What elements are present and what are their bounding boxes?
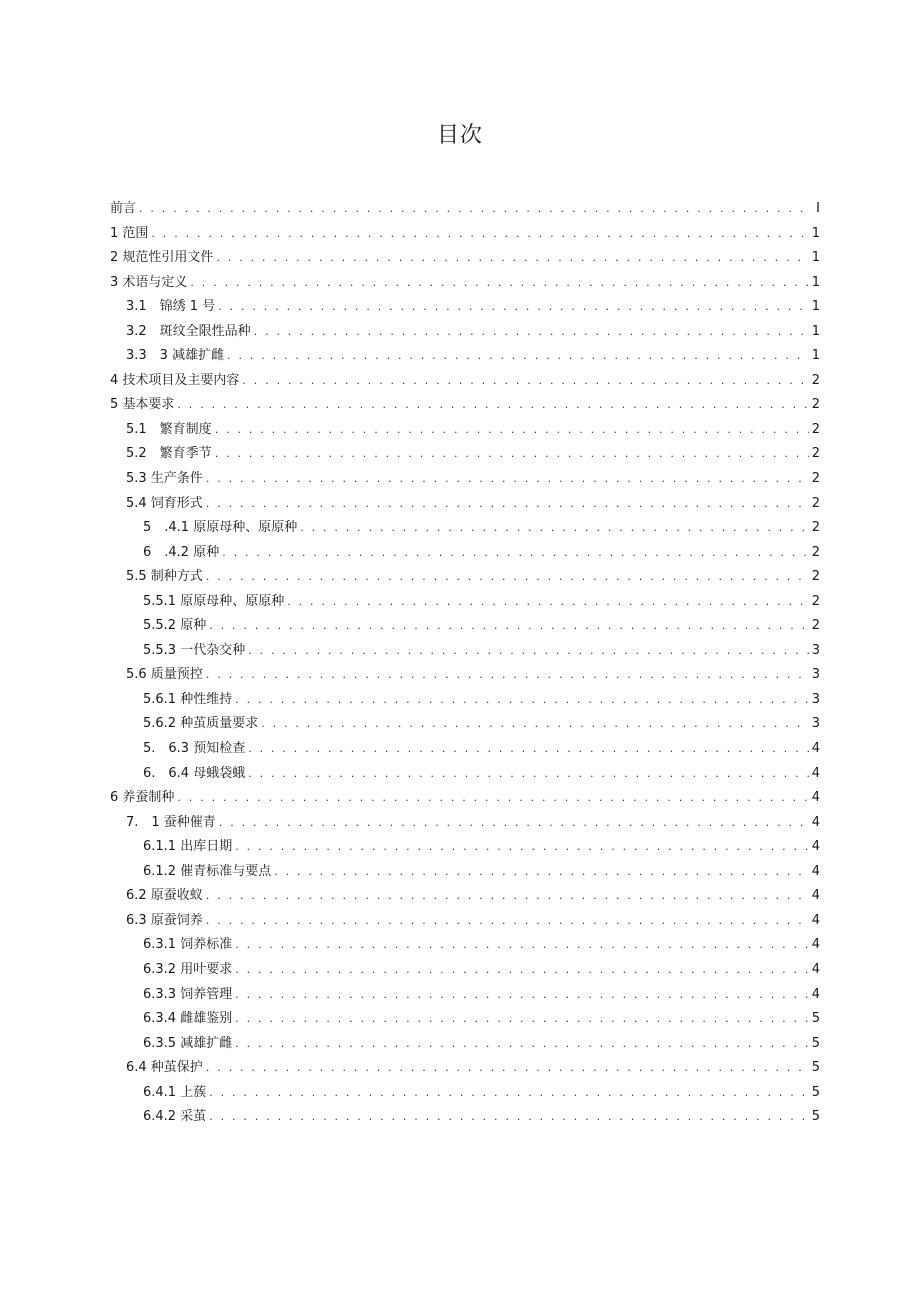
toc-entry[interactable] [110,271,820,296]
toc-entry-page: 3 [811,691,820,707]
toc-entry[interactable] [110,860,820,885]
toc-entry[interactable] [110,442,820,467]
toc-leader-dots [206,884,809,909]
toc-leader-dots [235,835,809,860]
toc-leader-dots [216,246,808,271]
toc-leader-dots [206,492,809,517]
toc-leader-dots [206,909,809,934]
toc-entry-page: 1 [811,348,820,364]
toc-entry-label: 6.3.5 减雄扩雌 [143,1035,233,1051]
toc-entry-label: 3.2 斑纹全限性品种 [126,323,251,339]
toc-entry-page: 4 [811,863,820,879]
toc-entry-label: 5.6.2 种茧质量要求 [143,716,259,732]
toc-entry[interactable] [110,737,820,762]
toc-entry-label: 2 规范性引用文件 [110,250,214,266]
toc-entry-page: 4 [811,839,820,855]
toc-entry-label: 4 技术项目及主要内容 [110,372,240,388]
toc-entry-label: 5.5.1 原原母种、原原种 [143,593,285,609]
toc-entry[interactable] [110,369,820,394]
toc-leader-dots [235,933,809,958]
toc-leader-dots [209,1081,809,1106]
toc-leader-dots [242,369,808,394]
toc-entry[interactable] [110,418,820,443]
toc-entry-label: 5.2 繁育季节 [126,446,212,462]
toc-entry[interactable] [110,1056,820,1081]
toc-leader-dots [235,1032,809,1057]
toc-entry[interactable] [110,1032,820,1057]
toc-entry-label: 6.4 种茧保护 [126,1060,203,1076]
toc-entry-page: 2 [811,618,820,634]
toc-entry-page: 3 [811,667,820,683]
toc-entry-page: 2 [811,446,820,462]
toc-entry-label: 6.3 原蚕饲养 [126,912,203,928]
toc-entry-page: 2 [811,372,820,388]
toc-entry-page: 1 [811,225,820,241]
toc-leader-dots [151,222,808,247]
toc-entry[interactable] [110,246,820,271]
toc-entry-page: 4 [811,912,820,928]
toc-entry-page: 1 [811,250,820,266]
toc-entry-label: 6 .4.2 原种 [143,544,220,560]
toc-leader-dots [261,712,809,737]
toc-entry-page: 3 [811,642,820,658]
toc-entry-label: 3.3 3 减雄扩雌 [126,348,225,364]
toc-entry[interactable] [110,590,820,615]
toc-entry-label: 6.3.4 雌雄鉴别 [143,1011,233,1027]
toc-entry-label: 3.1 锦绣 1 号 [126,299,216,315]
toc-entry-page: 5 [811,1011,820,1027]
toc-leader-dots [274,860,809,885]
toc-entry-page: 2 [811,471,820,487]
toc-entry-label: 6.1.2 催青标准与要点 [143,863,272,879]
toc-entry-label: 5.5.2 原种 [143,618,207,634]
toc-leader-dots [177,786,808,811]
toc-entry-page: 2 [811,569,820,585]
toc-entry-page: 2 [811,421,820,437]
toc-leader-dots [248,737,809,762]
toc-entry-page: 4 [811,937,820,953]
toc-entry[interactable] [110,786,820,811]
toc-entry[interactable] [110,762,820,787]
toc-leader-dots [206,663,809,688]
toc-entry-page: 2 [811,593,820,609]
toc-entry-label: 5.6 质量预控 [126,667,203,683]
toc-entry-label: 6.4.2 采茧 [143,1109,207,1125]
toc-entry-label: 7. 1 蚕种催青 [126,814,216,830]
toc-entry[interactable] [110,614,820,639]
toc-entry-page: 5 [811,1084,820,1100]
toc-leader-dots [177,393,808,418]
toc-leader-dots [215,418,809,443]
toc-entry-page: I [816,201,820,216]
toc-entry[interactable] [110,835,820,860]
toc-entry-label: 5 基本要求 [110,397,175,413]
toc-entry-label: 5.5 制种方式 [126,569,203,585]
toc-leader-dots [235,983,809,1008]
toc-entry-page: 5 [811,1060,820,1076]
toc-entry-page: 2 [811,544,820,560]
toc-leader-dots [287,590,809,615]
toc-entry[interactable] [110,933,820,958]
toc-entry-label: 6.3.1 饲养标准 [143,937,233,953]
toc-entry[interactable] [110,492,820,517]
toc-entry-page: 4 [811,814,820,830]
toc-entry[interactable] [110,1007,820,1032]
toc-entry-page: 1 [811,299,820,315]
toc-entry-label: 6.2 原蚕收蚁 [126,888,203,904]
toc-entry-label: 6.3.2 用叶要求 [143,961,233,977]
table-of-contents [110,197,820,1130]
toc-entry[interactable] [110,541,820,566]
toc-leader-dots [235,1007,809,1032]
toc-entry[interactable] [110,663,820,688]
toc-entry-page: 5 [811,1035,820,1051]
toc-entry-label: 1 范围 [110,225,149,241]
toc-entry-label: 前言 [110,201,137,216]
toc-entry-label: 3 术语与定义 [110,274,188,290]
toc-leader-dots [235,958,809,983]
toc-entry-page: 4 [811,790,820,806]
toc-entry-page: 2 [811,495,820,511]
toc-entry[interactable] [110,1081,820,1106]
toc-entry-label: 5.6.1 种性维持 [143,691,233,707]
toc-leader-dots [222,541,809,566]
toc-entry[interactable] [110,467,820,492]
toc-entry-page: 5 [811,1109,820,1125]
toc-entry-page: 2 [811,397,820,413]
toc-leader-dots [235,688,809,713]
toc-entry[interactable] [110,320,820,345]
toc-leader-dots [139,197,811,222]
toc-leader-dots [300,516,809,541]
toc-leader-dots [209,614,809,639]
toc-leader-dots [206,1056,809,1081]
toc-leader-dots [219,811,809,836]
toc-entry[interactable] [110,909,820,934]
toc-entry[interactable] [110,688,820,713]
toc-leader-dots [190,271,808,296]
toc-leader-dots [218,295,809,320]
toc-entry-label: 5.1 繁育制度 [126,421,212,437]
toc-entry[interactable] [110,565,820,590]
toc-entry-page: 4 [811,986,820,1002]
toc-leader-dots [215,442,809,467]
toc-entry-page: 2 [811,520,820,536]
toc-entry[interactable] [110,884,820,909]
toc-entry[interactable] [110,958,820,983]
toc-entry-label: 5. 6.3 预知检查 [143,741,246,757]
toc-entry-page: 1 [811,274,820,290]
toc-entry[interactable] [110,639,820,664]
toc-entry[interactable] [110,983,820,1008]
toc-entry[interactable] [110,811,820,836]
toc-leader-dots [206,467,809,492]
toc-entry-page: 4 [811,961,820,977]
toc-entry[interactable] [110,712,820,737]
toc-entry-page: 4 [811,765,820,781]
toc-entry[interactable] [110,393,820,418]
toc-entry-label: 5 .4.1 原原母种、原原种 [143,520,298,536]
toc-entry-label: 6. 6.4 母蛾袋蛾 [143,765,246,781]
toc-leader-dots [248,762,809,787]
toc-entry-page: 1 [811,323,820,339]
toc-entry-label: 5.5.3 一代杂交种 [143,642,246,658]
toc-leader-dots [209,1105,809,1130]
toc-entry[interactable] [110,222,820,247]
toc-entry-label: 6 养蚕制种 [110,790,175,806]
toc-entry[interactable] [110,344,820,369]
page-title: 目次 [436,123,483,148]
toc-entry-label: 5.4 饲育形式 [126,495,203,511]
toc-entry-label: 6.3.3 饲养管理 [143,986,233,1002]
toc-entry-label: 6.1.1 出库日期 [143,839,233,855]
toc-leader-dots [254,320,809,345]
toc-entry-page: 3 [811,716,820,732]
toc-entry-label: 5.3 生产条件 [126,471,203,487]
toc-entry-label: 6.4.1 上蔟 [143,1084,207,1100]
toc-leader-dots [206,565,809,590]
toc-entry-page: 4 [811,741,820,757]
toc-leader-dots [227,344,809,369]
toc-leader-dots [248,639,809,664]
toc-entry[interactable] [110,295,820,320]
toc-entry[interactable] [110,197,820,222]
toc-entry-page: 4 [811,888,820,904]
toc-entry[interactable] [110,1105,820,1130]
toc-entry[interactable] [110,516,820,541]
